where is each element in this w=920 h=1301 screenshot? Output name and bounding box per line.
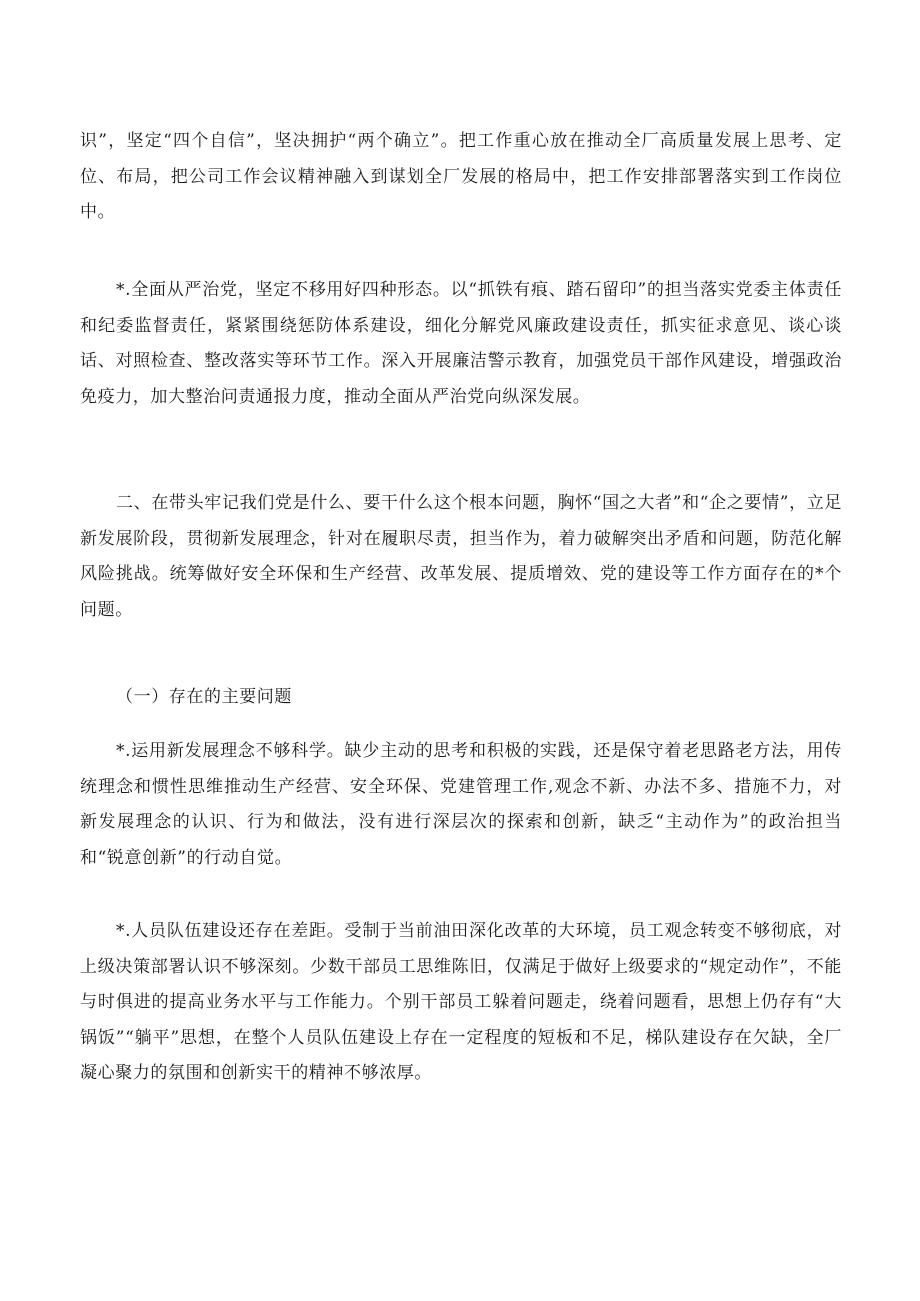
paragraph-new-development-concept: *.运用新发展理念不够科学。缺少主动的思考和积极的实践，还是保守着老思路老方法，用传统理念和惯性思维推动生产经营、安全环保、党建管理工作,观念不新、办法不多、措施不力，对新发展理念的认识、行为和做法，没有进行深层次的探索和创新，缺乏“主动作为”的政治担当和“锐意创新”的行动自觉。	[80, 741, 842, 868]
paragraph-team-building: *.人员队伍建设还存在差距。受制于当前油田深化改革的大环境，员工观念转变不够彻底，对上级决策部署认识不够深刻。少数干部员工思维陈旧，仅满足于做好上级要求的“规定动作”，不能与时俱进的提高业务水平与工作能力。个别干部员工躲着问题走，绕着问题看，思想上仍存有“大锅饭”“躺平”思想，在整个人员队伍建设上存在一定程度的短板和不足，梯队建设存在欠缺，全厂凝心聚力的氛围和创新实干的精神不够浓厚。	[80, 921, 842, 1083]
paragraph-strict-party-governance: *.全面从严治党，坚定不移用好四种形态。以“抓铁有痕、踏石留印”的担当落实党委主体责任和纪委监督责任，紧紧围绕惩防体系建设，细化分解党风廉政建设责任，抓实征求意见、谈心谈话、对照检查、整改落实等环节工作。深入开展廉洁警示教育，加强党员干部作风建设，增强政治免疫力，加大整治问责通报力度，推动全面从严治党向纵深发展。	[80, 280, 842, 407]
paragraph-section-two: 二、在带头牢记我们党是什么、要干什么这个根本问题，胸怀“国之大者”和“企之要情”，立足新发展阶段，贯彻新发展理念，针对在履职尽责，担当作为，着力破解突出矛盾和问题，防范化解风险挑战。统筹做好安全环保和生产经营、改革发展、提质增效、党的建设等工作方面存在的*个问题。	[80, 493, 842, 620]
section-heading-main-problems: （一）存在的主要问题	[116, 687, 292, 707]
paragraph-continuation: 识”，坚定“四个自信”，坚决拥护“两个确立”。把工作重心放在推动全厂高质量发展上思考、定位、布局，把公司工作会议精神融入到谋划全厂发展的格局中，把工作安排部署落实到工作岗位中。	[80, 131, 842, 222]
